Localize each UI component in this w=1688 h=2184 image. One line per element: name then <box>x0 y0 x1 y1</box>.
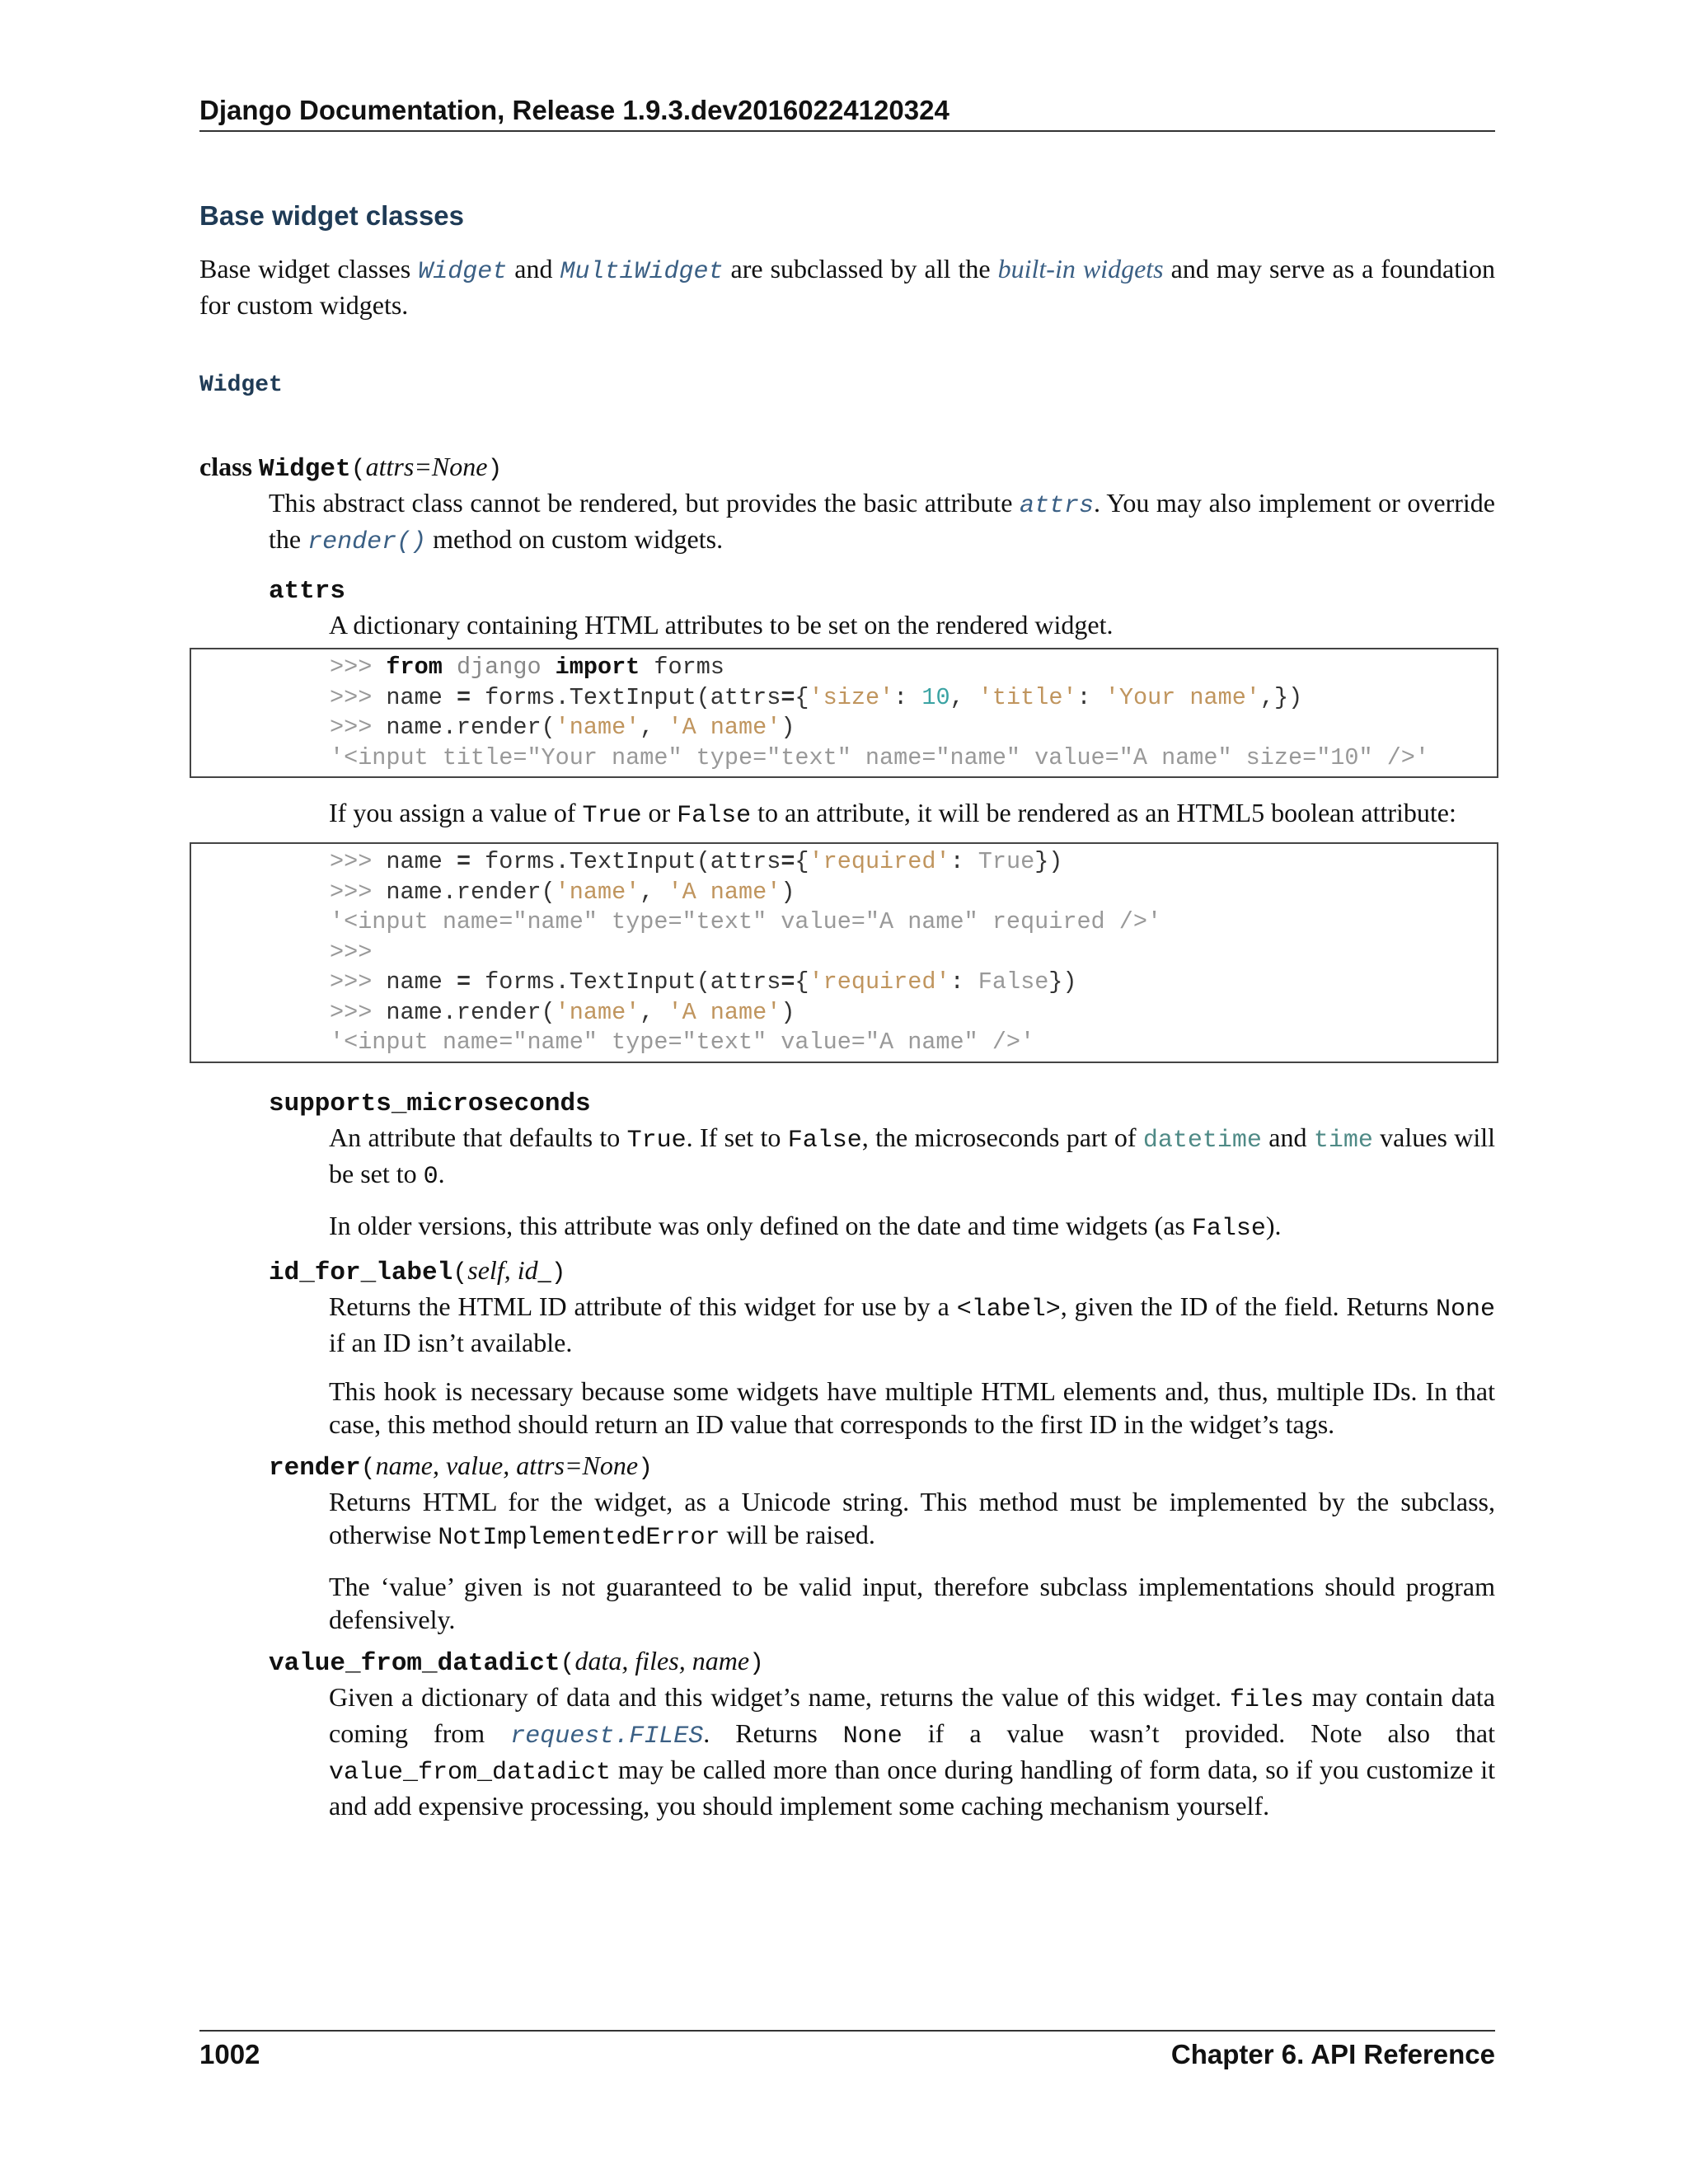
false-literal: False <box>677 802 752 830</box>
render-p2: The ‘value’ given is not guaranteed to be valid input, therefore subclass implementations should program defensively. <box>329 1571 1495 1634</box>
widget-class-signature <box>199 450 1495 486</box>
intro-text: and <box>507 254 560 284</box>
not-implemented-error-literal: NotImplementedError <box>438 1523 720 1552</box>
attrs-signature <box>269 572 1495 608</box>
code-line: >>> name.render('name', 'A name') <box>330 878 795 906</box>
render-params: name, value, attrs=None <box>375 1450 639 1480</box>
request-files-link[interactable]: request.FILES <box>510 1722 704 1750</box>
label-literal: <label> <box>956 1295 1061 1324</box>
intro-text: Base widget classes <box>199 254 419 284</box>
page-number: 1002 <box>199 2039 260 2069</box>
value-from-datadict-name: value_from_datadict <box>269 1648 560 1678</box>
chapter-title: Chapter 6. API Reference <box>1170 2039 1495 2069</box>
widget-link[interactable]: Widget <box>418 258 508 286</box>
false-literal: False <box>787 1126 862 1155</box>
widget-class-description <box>269 486 1495 559</box>
code-line: >>> name = forms.TextInput(attrs={'required': True}) <box>330 848 1063 875</box>
id-for-label-params: self, id_ <box>467 1254 551 1285</box>
page-header <box>199 92 1495 132</box>
boolean-attr-text: If you assign a value of True or False to an attribute, it will be rendered as an HTML5 boolean attribute: <box>329 798 1456 830</box>
id-for-label-signature: id_for_label(self, id_) <box>269 1254 566 1287</box>
intro-text: and may serve as a foundation for custom widgets. <box>199 254 1496 320</box>
builtin-widgets-link[interactable]: built-in widgets <box>997 254 1164 284</box>
id-for-label-p1: Returns the HTML ID attribute of this widget for use by a <label>, given the ID of the field. Returns None if an ID isn’t available. <box>329 1291 1496 1357</box>
true-literal: True <box>626 1126 687 1155</box>
code-line: '<input name="name" type="text" value="A name" />' <box>330 1029 1035 1056</box>
id-for-label-p2: This hook is necessary because some widgets have multiple HTML elements and, thus, multiple IDs. In that case, this method should return an ID value that corresponds to the first ID in the widget’s tags. <box>329 1376 1495 1439</box>
none-literal: None <box>1436 1295 1496 1324</box>
open-paren: ( <box>350 456 366 484</box>
supports-microseconds-signature <box>269 1085 1495 1121</box>
supports-microseconds-p1: An attribute that defaults to True. If set to False, the microseconds part of datetime and time values will be set to 0. <box>329 1122 1496 1191</box>
render-p1: Returns HTML for the widget, as a Unicode string. This method must be implemented by the subclass, otherwise NotImplementedError will be raised. <box>329 1486 1495 1552</box>
true-literal: True <box>582 802 642 830</box>
datetime-link[interactable]: datetime <box>1142 1126 1262 1155</box>
class-params: attrs=None <box>365 452 488 481</box>
render-signature: render(name, value, attrs=None) <box>269 1450 654 1483</box>
code-line: '<input title="Your name" type="text" name="name" value="A name" size="10" />' <box>330 743 1430 771</box>
zero-literal: 0 <box>423 1162 438 1191</box>
code-line: >>> name = forms.TextInput(attrs={'size': 10, 'title': 'Your name',}) <box>330 683 1303 711</box>
time-link[interactable]: time <box>1313 1126 1373 1155</box>
code-line: '<input name="name" type="text" value="A name" required />' <box>330 908 1162 935</box>
false-literal: False <box>1191 1214 1266 1243</box>
attrs-link[interactable]: attrs <box>1020 492 1095 520</box>
code-line: >>> from django import forms <box>330 654 724 681</box>
value-from-datadict-signature: value_from_datadict(data, files, name) <box>269 1645 765 1678</box>
widget-subheading: Widget <box>199 373 283 398</box>
header-title: Django Documentation, Release 1.9.3.dev20160224120324 <box>199 95 950 125</box>
none-literal: None <box>842 1722 903 1750</box>
value-from-datadict-p1: Given a dictionary of data and this widget’s name, returns the value of this widget. files may contain data coming from request.FILES. Returns None if a value wasn’t provided. Note also that value_from_datadict may be called more than once during handling of form data, so if you customize it and add expensive processing, you should implement some caching mechanism yourself. <box>329 1681 1496 1821</box>
section-intro <box>199 252 1495 321</box>
page-footer <box>199 2030 1495 2073</box>
close-paren: ) <box>487 456 503 484</box>
section-title: Base widget classes <box>199 200 465 231</box>
multiwidget-link[interactable]: MultiWidget <box>560 258 724 286</box>
attrs-description: A dictionary containing HTML attributes to be set on the rendered widget. <box>329 610 1114 640</box>
code-block-attrs <box>190 648 1498 778</box>
attrs-name: attrs <box>269 577 346 606</box>
desc-text: This abstract class cannot be rendered, but provides the basic attribute <box>269 488 1020 518</box>
desc-text: . You may also implement or override the <box>269 488 1496 554</box>
main-content <box>199 198 1495 1822</box>
supports-microseconds-p2: In older versions, this attribute was only defined on the date and time widgets (as False). <box>329 1210 1282 1243</box>
code-line: >>> <box>330 938 373 966</box>
class-keyword: class <box>199 452 252 481</box>
value-from-datadict-literal: value_from_datadict <box>329 1758 612 1787</box>
value-from-datadict-params: data, files, name <box>574 1645 750 1675</box>
supports-microseconds-name: supports_microseconds <box>269 1089 591 1118</box>
intro-text: are subclassed by all the <box>723 254 998 284</box>
render-name: render <box>269 1453 361 1483</box>
class-name: Widget <box>259 455 351 484</box>
files-literal: files <box>1229 1685 1304 1714</box>
desc-text: method on custom widgets. <box>426 524 724 554</box>
code-line: >>> name.render('name', 'A name') <box>330 714 795 741</box>
render-link[interactable]: render() <box>307 528 427 556</box>
code-line: >>> name.render('name', 'A name') <box>330 998 795 1026</box>
code-line: >>> name = forms.TextInput(attrs={'required': False}) <box>330 968 1077 996</box>
code-block-boolean <box>190 842 1498 1063</box>
id-for-label-name: id_for_label <box>269 1258 453 1287</box>
